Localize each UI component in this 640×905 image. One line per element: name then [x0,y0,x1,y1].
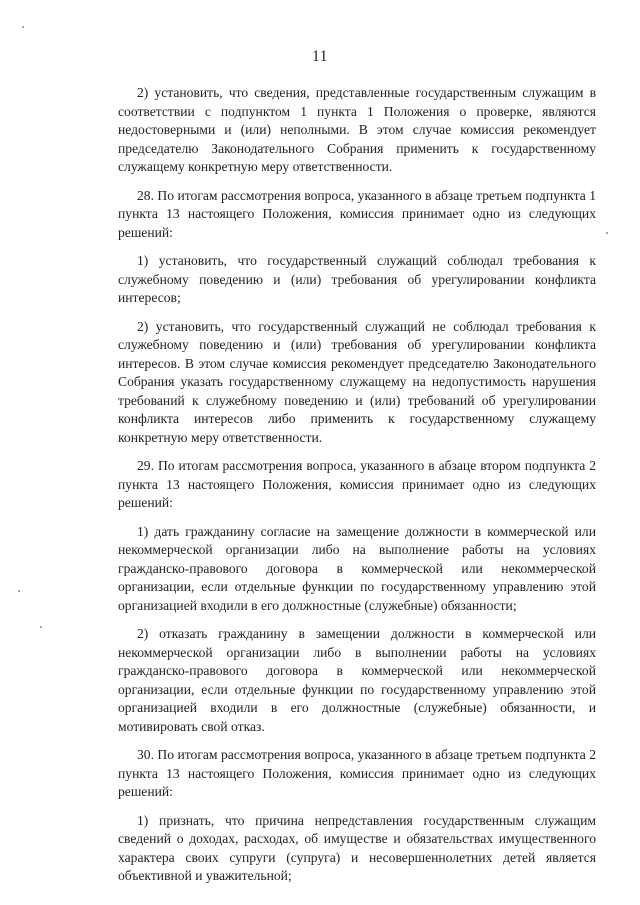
document-body [118,84,596,896]
paragraph-29-heading: 29. По итогам рассмотрения вопроса, указанного в абзаце втором подпункта 2 пункта 13 настоящего Положения, комиссия принимает одно из следующих решений: [118,458,596,510]
paragraph-28-2: 2) установить, что сведения, представленные государственным служащим в соответствии с подпунктом 1 пункта 1 Положения о проверке, являются недостоверными и (или) неполными. В этом случае комиссия рекомендует председателю Законодательного Собрания применить к государственному служащему конкретную меру ответственности. [118,85,596,174]
paragraph-30-heading: 30. По итогам рассмотрения вопроса, указанного в абзаце третьем подпункта 2 пункта 13 настоящего Положения, комиссия принимает одно из следующих решений: [118,747,596,799]
paragraph-28-item-1: 1) установить, что государственный служащий соблюдал требования к служебному поведению и (или) требования об урегулировании конфликта интересов; [118,253,596,305]
scan-speck [40,626,42,628]
paragraph-30-item-1: 1) признать, что причина непредставления государственным служащим сведений о доходах, расходах, об имуществе и обязательствах имущественного характера своих супруги (супруга) и несовершеннолетних детей является объективной и уважительной; [118,812,596,883]
paragraph-28-item-2: 2) установить, что государственный служащий не соблюдал требования к служебному поведению и (или) требования об урегулировании конфликта интересов. В этом случае комиссия рекомендует председателю Законодательного Собрания указать государственному служащему на недопустимость нарушения требований к служебному поведению и (или) требований об урегулировании конфликта интересов либо применить к государственному служащему конкретную меру ответственности. [118,318,596,445]
page-number: 11 [312,48,328,65]
paragraph-29-item-2: 2) отказать гражданину в замещении должности в коммерческой или некоммерческой организации либо в выполнении работы на условиях гражданско-правового договора в коммерческой или некоммерческой организации, если отдельные функции по государственному управлению этой организацией входили в его должностные (служебные) обязанности, и мотивировать свой отказ. [118,626,596,734]
scan-speck [22,26,24,28]
scan-speck [606,232,608,234]
scan-speck [18,590,20,592]
paragraph-29-item-1: 1) дать гражданину согласие на замещение должности в коммерческой или некоммерческой организации либо на выполнение работы на условиях гражданско-правового договора в коммерческой или некоммерческой организации, если отдельные функции по государственному управлению этой организацией входили в его должностные (служебные) обязанности; [118,523,596,613]
paragraph-28-heading: 28. По итогам рассмотрения вопроса, указанного в абзаце третьем подпункта 1 пункта 13 настоящего Положения, комиссия принимает одно из следующих решений: [118,187,596,240]
